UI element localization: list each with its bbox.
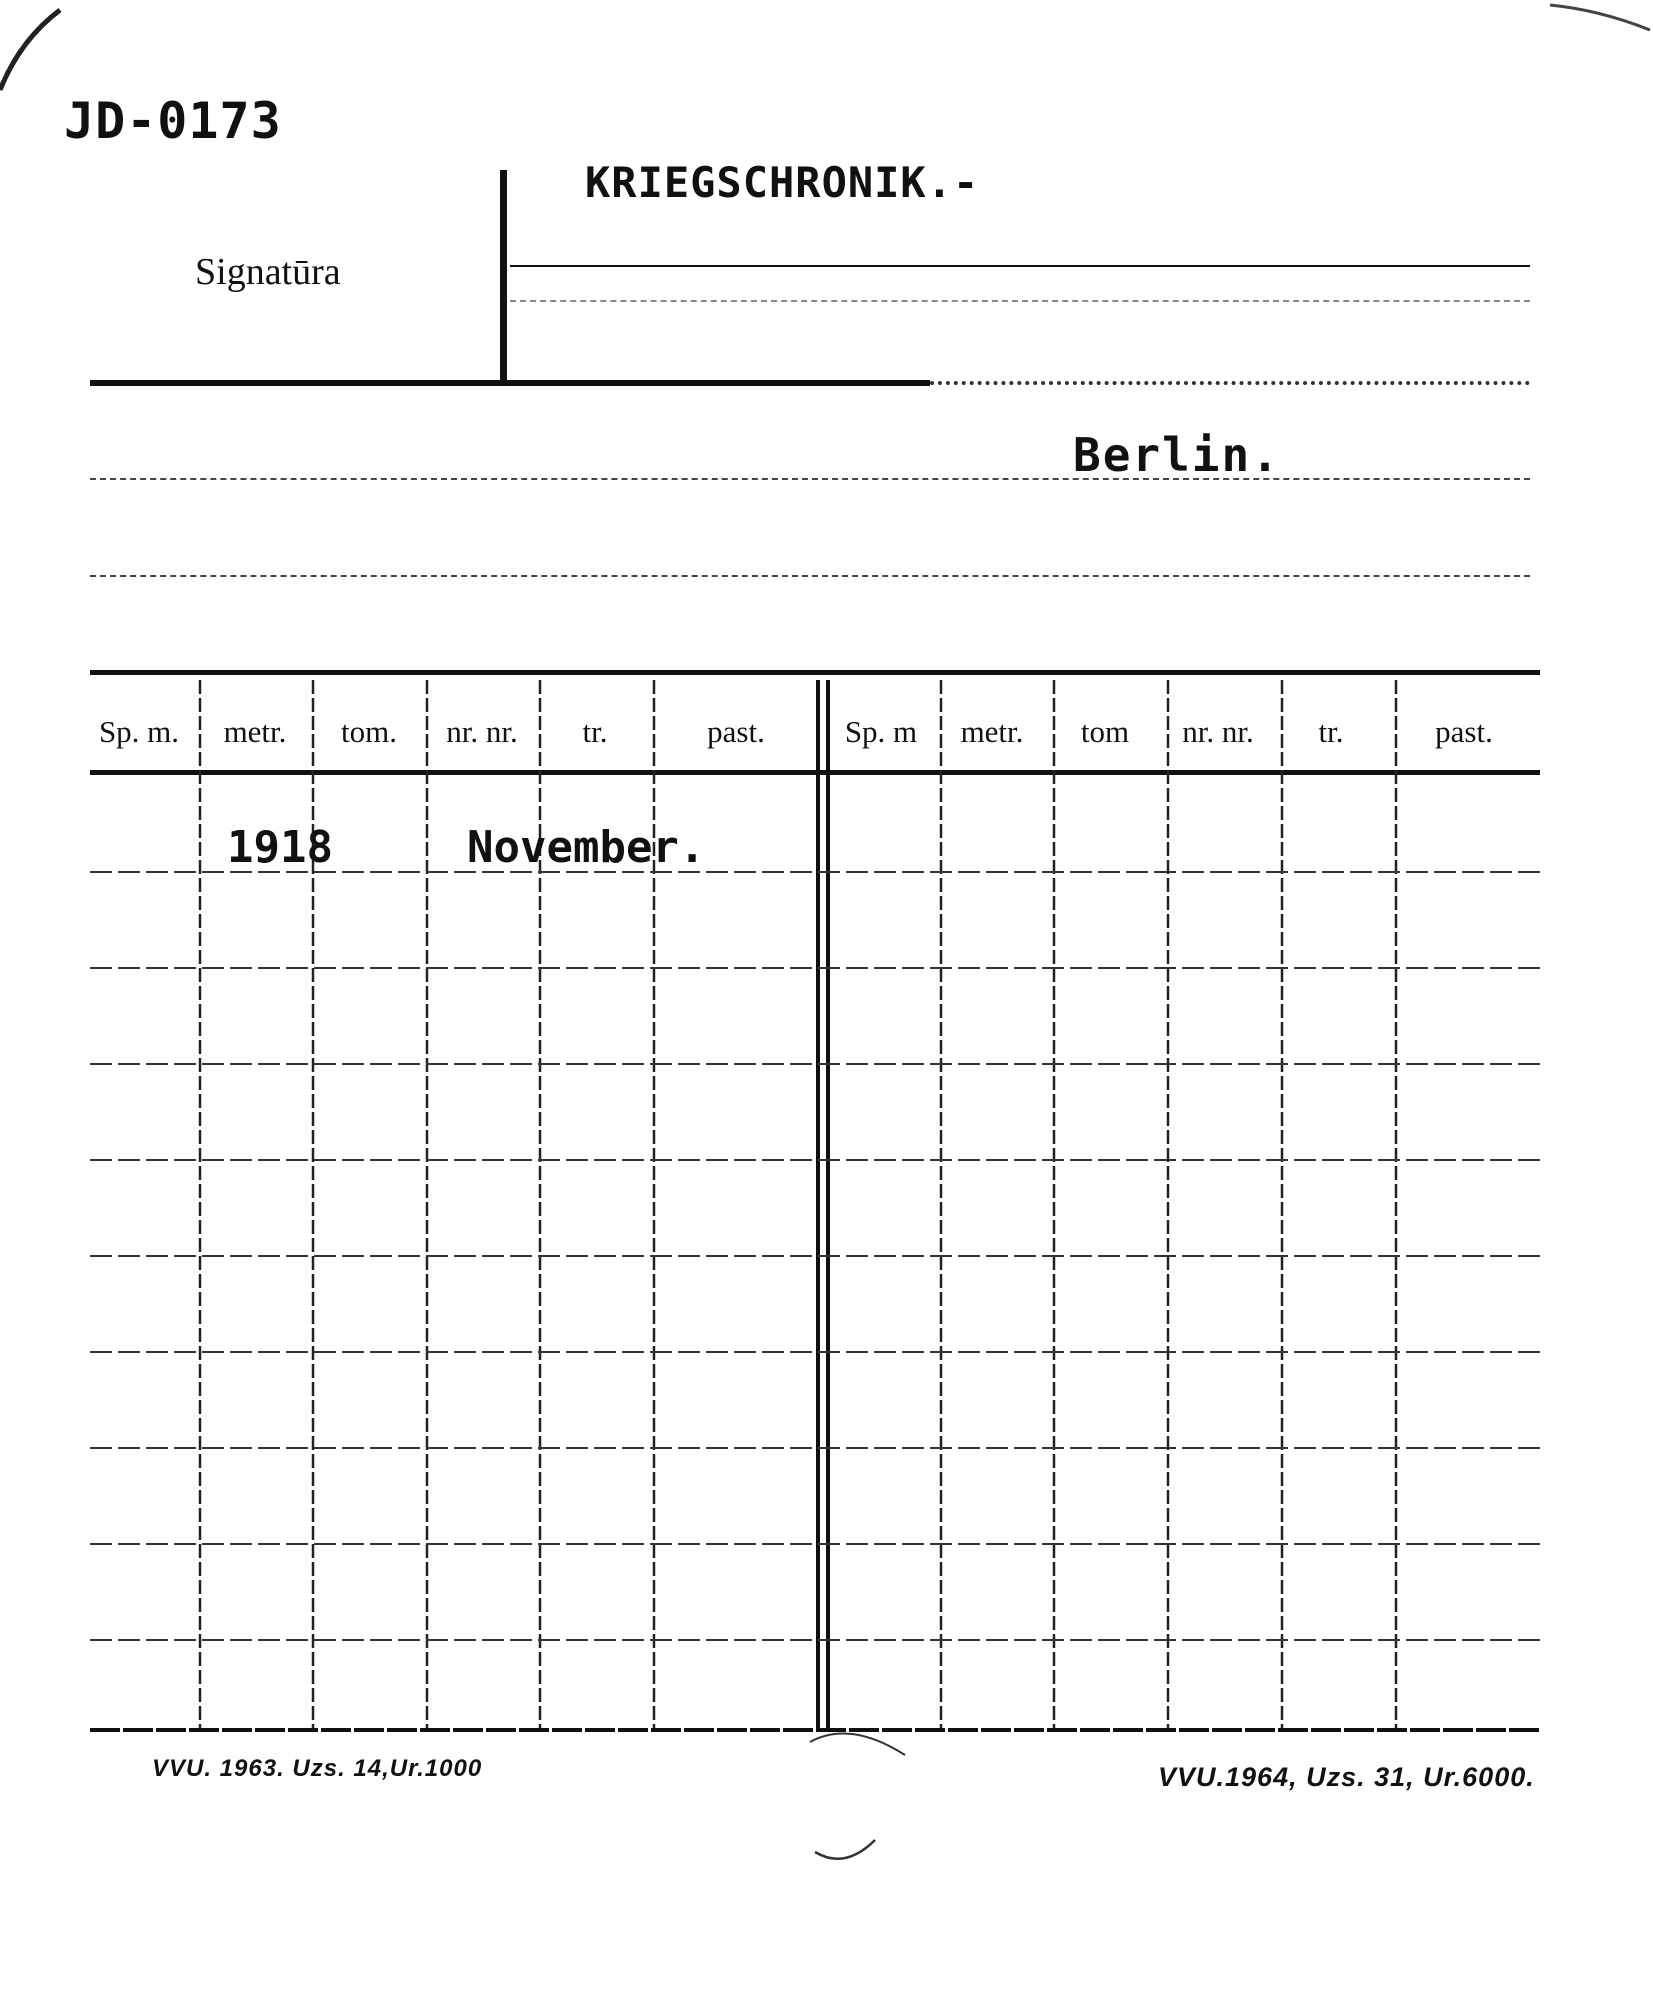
card-title: KRIEGSCHRONIK.-	[585, 158, 980, 207]
place-name: Berlin.	[1073, 428, 1281, 482]
entry-month: November.	[467, 822, 706, 873]
col-head-tr: tr.	[582, 714, 608, 749]
col-head-tr-right: tr.	[1318, 714, 1344, 749]
col-head-metr-right: metr.	[960, 714, 1024, 749]
footer-note-left: VVU. 1963. Uzs. 14,Ur.1000	[152, 1755, 483, 1782]
document-id: JD-0173	[64, 92, 282, 150]
col-head-nr-nr: nr. nr.	[446, 714, 518, 749]
col-head-sp-m: Sp. m.	[98, 714, 180, 749]
signature-label: Signatūra	[195, 251, 341, 293]
col-head-tom-right: tom	[1080, 714, 1130, 749]
col-head-past-right: past.	[1435, 714, 1493, 749]
col-head-sp-m-right: Sp. m	[844, 714, 918, 749]
entry-year: 1918	[227, 822, 333, 873]
footer-note-right: VVU.1964, Uzs. 31, Ur.6000.	[1158, 1762, 1535, 1792]
col-head-past: past.	[707, 714, 765, 749]
col-head-metr: metr.	[223, 714, 287, 749]
col-head-tom: tom.	[341, 714, 397, 749]
col-head-nr-nr-right: nr. nr.	[1182, 714, 1254, 749]
